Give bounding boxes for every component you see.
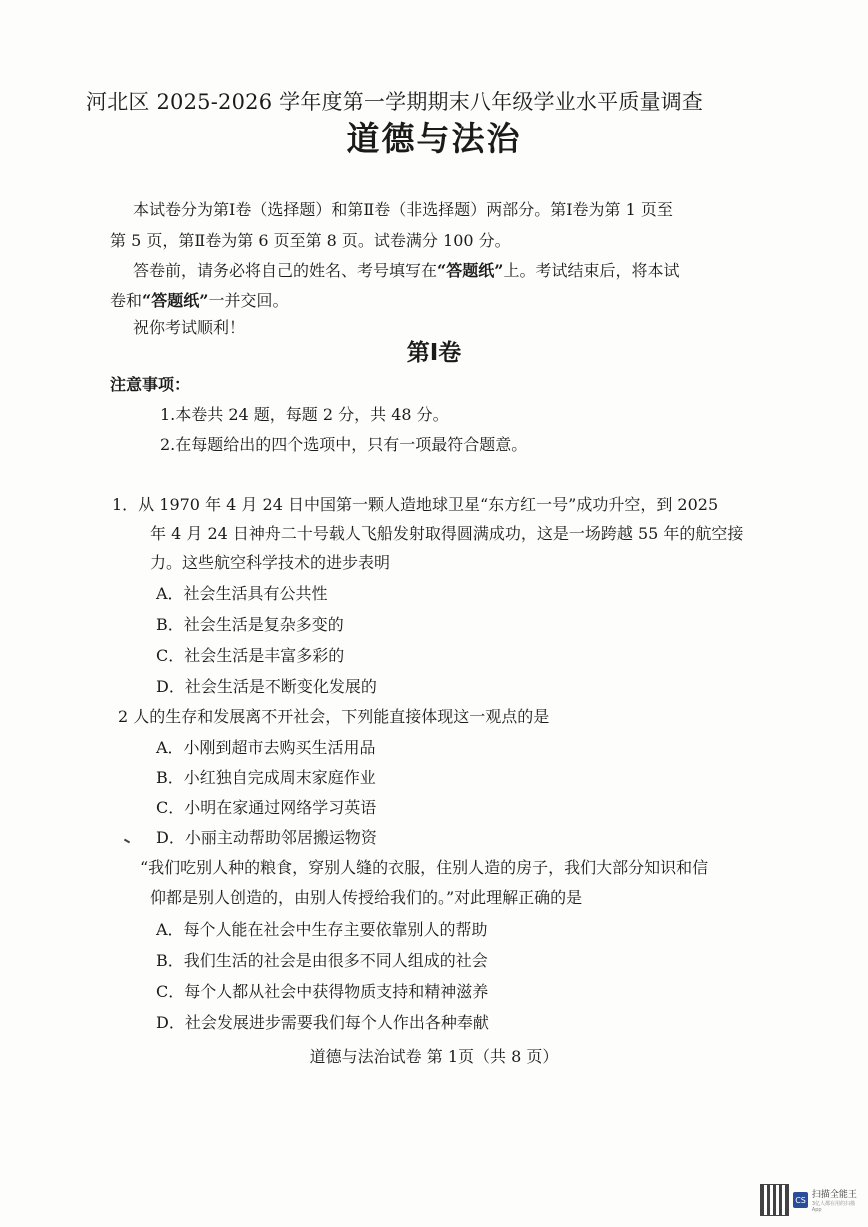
- page-footer: 道德与法治试卷 第 1页（共 8 页）: [309, 1047, 559, 1066]
- question-1-option-d: D．社会生活是不断变化发展的: [156, 677, 377, 696]
- exam-header: 河北区 2025-2026 学年度第一学期期末八年级学业水平质量调查: [86, 90, 704, 114]
- answer-sheet-term: “答题纸”: [142, 291, 209, 310]
- question-3-option-b: B．我们生活的社会是由很多不同人组成的社会: [156, 951, 488, 970]
- intro-line-3: [133, 258, 773, 284]
- scan-mark: [124, 839, 130, 844]
- qr-code-icon: [760, 1184, 789, 1216]
- question-2-option-d: D．小丽主动帮助邻居搬运物资: [156, 828, 377, 847]
- intro-text: 一并交回。: [208, 291, 289, 310]
- camscanner-logo-icon: CS: [793, 1192, 808, 1208]
- volume-title: 第Ⅰ卷: [406, 340, 462, 366]
- question-1-option-b: B．社会生活是复杂多变的: [156, 615, 344, 634]
- answer-sheet-term: “答题纸”: [437, 261, 504, 280]
- scanner-tagline: 3亿人都在用的扫描App: [811, 1201, 856, 1213]
- notice-item-2: 2.在每题给出的四个选项中，只有一项最符合题意。: [160, 435, 528, 454]
- question-2-line-1: 2 人的生存和发展离不开社会，下列能直接体现这一观点的是: [118, 707, 550, 726]
- intro-text: 上。考试结束后，将本试: [503, 261, 680, 280]
- intro-line-2: 第 5 页，第Ⅱ卷为第 6 页至第 8 页。试卷满分 100 分。: [110, 231, 511, 250]
- question-2-option-b: B．小红独自完成周末家庭作业: [156, 768, 376, 787]
- question-3-option-a: A．每个人能在社会中生存主要依靠别人的帮助: [156, 920, 488, 939]
- intro-text: 答卷前，请务必将自己的姓名、考号填写在: [133, 261, 438, 280]
- scanner-name: 扫描全能王: [811, 1190, 857, 1200]
- question-3-line-2: 仰都是别人创造的，由别人传授给我们的。”对此理解正确的是: [150, 888, 583, 907]
- question-3-option-d: D．社会发展进步需要我们每个人作出各种奉献: [156, 1013, 489, 1032]
- intro-text: 卷和: [110, 291, 143, 310]
- scanner-watermark: [760, 1180, 860, 1220]
- question-1-line-2: 年 4 月 24 日神舟二十号载人飞船发射取得圆满成功，这是一场跨越 55 年的航空接: [150, 524, 744, 543]
- good-luck-line: 祝你考试顺利！: [133, 318, 246, 337]
- intro-line-1: 本试卷分为第Ⅰ卷（选择题）和第Ⅱ卷（非选择题）两部分。第Ⅰ卷为第 1 页至: [133, 200, 673, 219]
- scanner-text-block: [812, 1187, 860, 1213]
- notice-item-1: 1.本卷共 24 题，每题 2 分，共 48 分。: [160, 405, 449, 424]
- question-2-option-a: A．小刚到超市去购买生活用品: [156, 738, 376, 757]
- question-1-line-3: 力。这些航空科学技术的进步表明: [150, 553, 391, 572]
- subject-title: 道德与法治: [346, 119, 522, 158]
- question-3-option-c: C．每个人都从社会中获得物质支持和精神滋养: [156, 982, 489, 1001]
- question-2-option-c: C．小明在家通过网络学习英语: [156, 798, 377, 817]
- question-1-line-1: 1．从 1970 年 4 月 24 日中国第一颗人造地球卫星“东方红一号”成功升空，到 2025: [112, 495, 719, 514]
- notice-title: 注意事项：: [110, 375, 191, 394]
- question-1-option-a: A．社会生活具有公共性: [156, 584, 328, 603]
- question-1-option-c: C．社会生活是丰富多彩的: [156, 646, 345, 665]
- intro-line-4: [110, 288, 770, 314]
- question-3-line-1: “我们吃别人种的粮食，穿别人缝的衣服，住别人造的房子，我们大部分知识和信: [140, 858, 709, 877]
